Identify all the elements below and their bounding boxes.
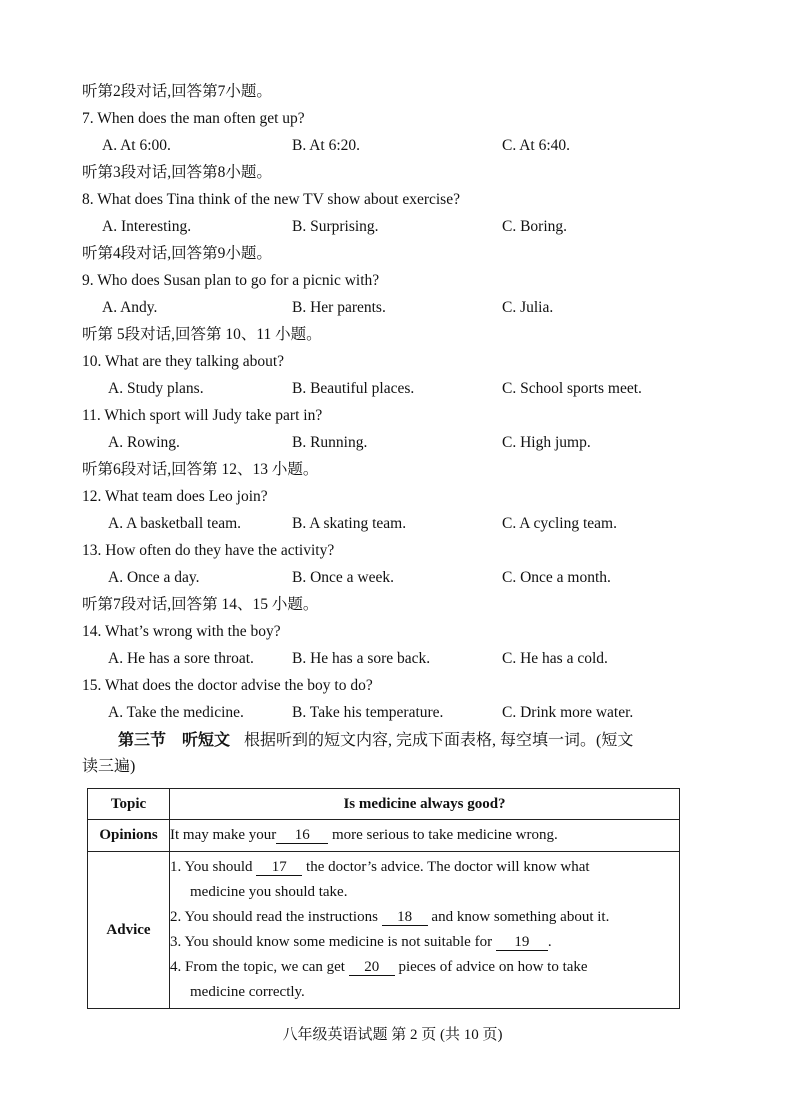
table-row-topic bbox=[88, 789, 680, 820]
advice-4-text-a: 4. From the topic, we can get bbox=[170, 959, 345, 975]
advice-item-1 bbox=[170, 855, 679, 905]
advice-item-2 bbox=[170, 905, 679, 930]
question-13: 13. How often do they have the activity? bbox=[82, 542, 335, 559]
q7-option-b: B. At 6:20. bbox=[292, 137, 361, 154]
section-3-heading bbox=[118, 731, 633, 751]
blank-18[interactable]: 18 bbox=[382, 909, 428, 926]
q8-option-a: A. Interesting. bbox=[102, 218, 192, 235]
blank-17[interactable]: 17 bbox=[256, 859, 302, 876]
section-3-instructions-cont: 读三遍) bbox=[82, 758, 136, 775]
question-11: 11. Which sport will Judy take part in? bbox=[82, 407, 323, 424]
table-row-opinions bbox=[88, 820, 680, 852]
q11-option-c: C. High jump. bbox=[502, 434, 591, 451]
dialogue-2-heading: 听第2段对话,回答第7小题。 bbox=[82, 83, 272, 100]
advice-3-text-a: 3. You should know some medicine is not suitable for bbox=[170, 934, 493, 950]
q13-option-a: A. Once a day. bbox=[108, 569, 200, 586]
q11-option-a: A. Rowing. bbox=[108, 434, 180, 451]
opinions-text-before: It may make your bbox=[170, 827, 277, 843]
advice-4-text-c: medicine correctly. bbox=[190, 984, 305, 1000]
q15-option-a: A. Take the medicine. bbox=[108, 704, 244, 721]
q9-option-b: B. Her parents. bbox=[292, 299, 386, 316]
topic-value: Is medicine always good? bbox=[170, 789, 680, 820]
q13-option-b: B. Once a week. bbox=[292, 569, 394, 586]
q15-option-b: B. Take his temperature. bbox=[292, 704, 444, 721]
opinions-text-after: more serious to take medicine wrong. bbox=[331, 827, 558, 843]
q7-option-a: A. At 6:00. bbox=[102, 137, 171, 154]
opinions-cell bbox=[170, 820, 680, 852]
advice-1-text-b: the doctor’s advice. The doctor will know what bbox=[306, 859, 590, 875]
question-15: 15. What does the doctor advise the boy to do? bbox=[82, 677, 373, 694]
question-9: 9. Who does Susan plan to go for a picnic with? bbox=[82, 272, 380, 289]
topic-label: Topic bbox=[88, 789, 170, 820]
dialogue-4-heading: 听第4段对话,回答第9小题。 bbox=[82, 245, 272, 262]
question-12: 12. What team does Leo join? bbox=[82, 488, 268, 505]
question-8: 8. What does Tina think of the new TV show about exercise? bbox=[82, 191, 460, 208]
blank-19[interactable]: 19 bbox=[496, 934, 548, 951]
blank-20[interactable]: 20 bbox=[349, 959, 395, 976]
dialogue-3-heading: 听第3段对话,回答第8小题。 bbox=[82, 164, 272, 181]
listening-form-table bbox=[87, 788, 680, 1009]
advice-1-text-a: 1. You should bbox=[170, 859, 253, 875]
advice-2-text-a: 2. You should read the instructions bbox=[170, 909, 378, 925]
advice-1-text-c: medicine you should take. bbox=[190, 884, 348, 900]
section-3-title: 听短文 bbox=[182, 732, 231, 749]
q10-option-b: B. Beautiful places. bbox=[292, 380, 415, 397]
opinions-label: Opinions bbox=[88, 820, 170, 852]
question-14: 14. What’s wrong with the boy? bbox=[82, 623, 281, 640]
q12-option-c: C. A cycling team. bbox=[502, 515, 617, 532]
advice-3-text-b: . bbox=[547, 934, 552, 950]
page-footer: 八年级英语试题 第 2 页 (共 10 页) bbox=[282, 1027, 503, 1043]
q8-option-c: C. Boring. bbox=[502, 218, 568, 235]
dialogue-6-heading: 听第6段对话,回答第 12、13 小题。 bbox=[82, 461, 319, 478]
q12-option-a: A. A basketball team. bbox=[108, 515, 242, 532]
question-7: 7. When does the man often get up? bbox=[82, 110, 305, 127]
advice-4-text-b: pieces of advice on how to take bbox=[398, 959, 588, 975]
advice-cell bbox=[170, 852, 680, 1009]
q13-option-c: C. Once a month. bbox=[502, 569, 611, 586]
dialogue-7-heading: 听第7段对话,回答第 14、15 小题。 bbox=[82, 596, 319, 613]
table-row-advice bbox=[88, 852, 680, 1009]
q9-option-c: C. Julia. bbox=[502, 299, 554, 316]
dialogue-5-heading: 听第 5段对话,回答第 10、11 小题。 bbox=[82, 326, 322, 343]
q11-option-b: B. Running. bbox=[292, 434, 368, 451]
q14-option-c: C. He has a cold. bbox=[502, 650, 608, 667]
q14-option-b: B. He has a sore back. bbox=[292, 650, 431, 667]
q7-option-c: C. At 6:40. bbox=[502, 137, 571, 154]
advice-item-3 bbox=[170, 930, 679, 955]
q15-option-c: C. Drink more water. bbox=[502, 704, 634, 721]
q9-option-a: A. Andy. bbox=[102, 299, 158, 316]
q12-option-b: B. A skating team. bbox=[292, 515, 407, 532]
q14-option-a: A. He has a sore throat. bbox=[108, 650, 254, 667]
q10-option-c: C. School sports meet. bbox=[502, 380, 642, 397]
question-10: 10. What are they talking about? bbox=[82, 353, 285, 370]
blank-16[interactable]: 16 bbox=[276, 827, 328, 844]
advice-item-4 bbox=[170, 955, 679, 1005]
q10-option-a: A. Study plans. bbox=[108, 380, 204, 397]
q8-option-b: B. Surprising. bbox=[292, 218, 379, 235]
advice-2-text-b: and know something about it. bbox=[431, 909, 610, 925]
advice-label: Advice bbox=[88, 852, 170, 1009]
section-3-number: 第三节 bbox=[118, 732, 167, 749]
section-3-instructions: 根据听到的短文内容, 完成下面表格, 每空填一词。(短文 bbox=[244, 732, 634, 749]
